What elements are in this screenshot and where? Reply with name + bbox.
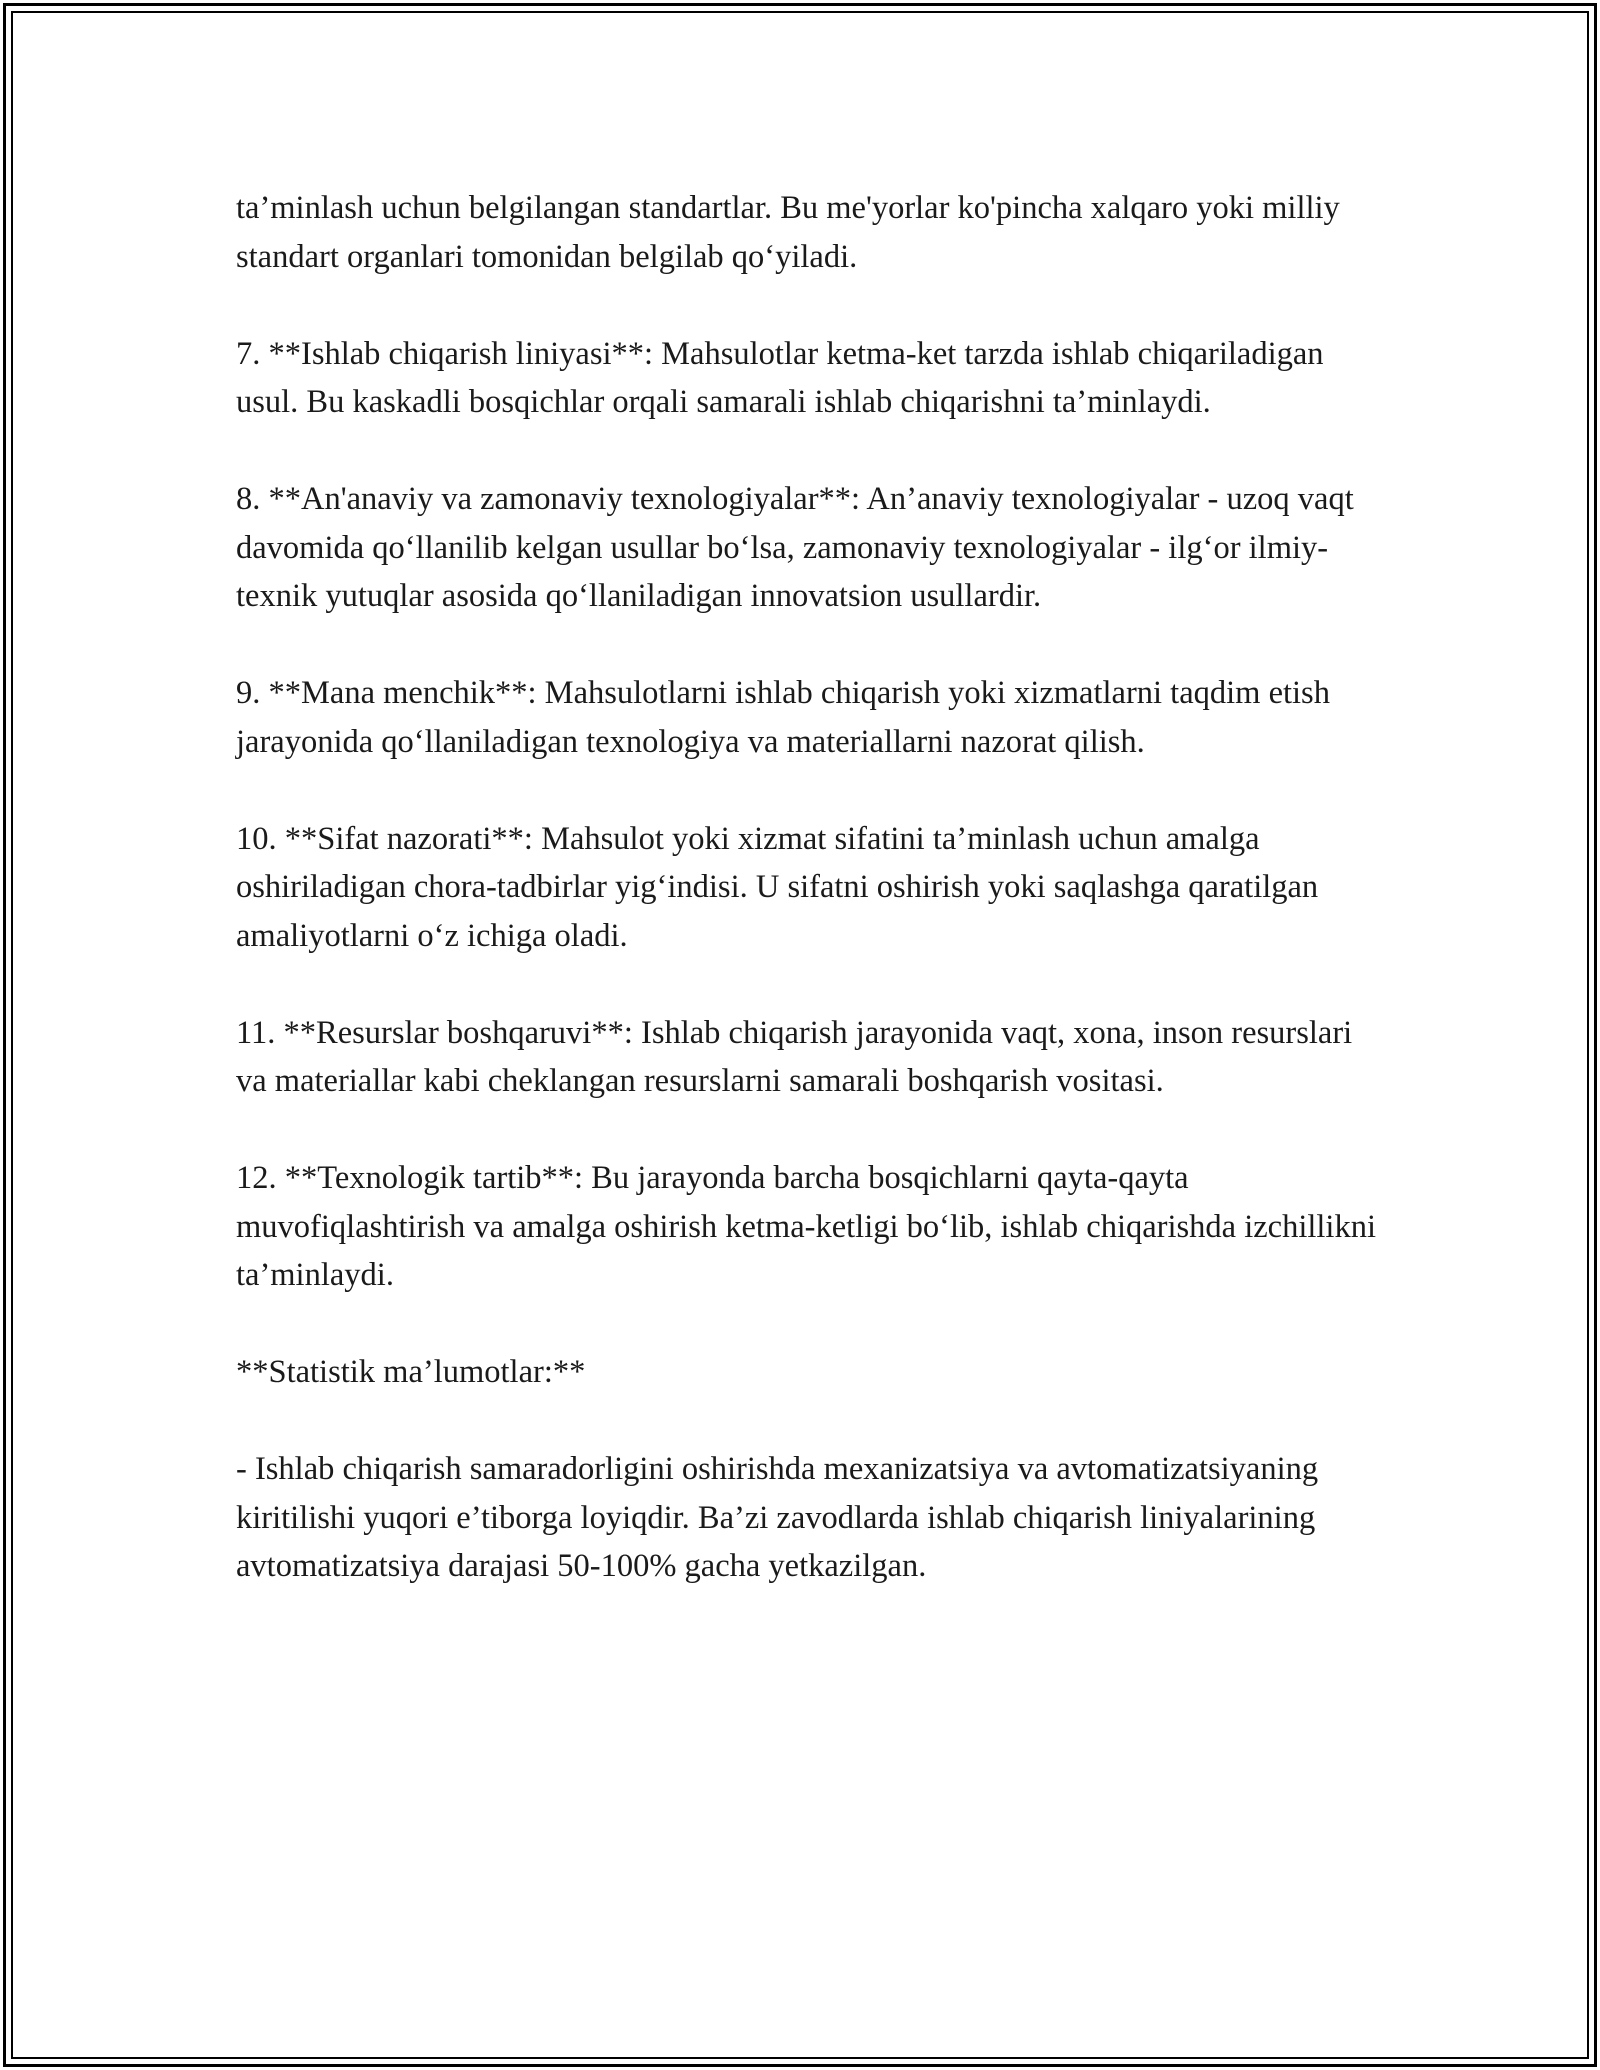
- paragraph-item-11: 11. **Resurslar boshqaruvi**: Ishlab chiqarish jarayonida vaqt, xona, inson resurslari va materiallar kabi cheklangan resurslarni samarali boshqarish vositasi.: [236, 1014, 1353, 1099]
- paragraph-item-9: 9. **Mana menchik**: Mahsulotlarni ishlab chiqarish yoki xizmatlarni taqdim etish jarayonida qo‘llaniladigan texnologiya va materiallarni nazorat qilish.: [236, 675, 1330, 760]
- paragraph-item-7: 7. **Ishlab chiqarish liniyasi**: Mahsulotlar ketma-ket tarzda ishlab chiqariladigan usul. Bu kaskadli bosqichlar orqali samarali ishlab chiqarishni ta’minlaydi.: [236, 335, 1324, 420]
- paragraph-item-12: 12. **Texnologik tartib**: Bu jarayonda barcha bosqichlarni qayta-qayta muvofiqlashtirish va amalga oshirish ketma-ketligi bo‘lib, ishlab chiqarishda izchillikni ta’minlaydi.: [236, 1160, 1376, 1293]
- paragraph-item-10: 10. **Sifat nazorati**: Mahsulot yoki xizmat sifatini ta’minlash uchun amalga oshiriladigan chora-tadbirlar yig‘indisi. U sifatni oshirish yoki saqlashga qaratilgan amaliyotlarni o‘z ichiga oladi.: [236, 820, 1319, 954]
- document-body: [236, 184, 1376, 1591]
- section-heading-statistics: **Statistik ma’lumotlar:**: [236, 1354, 586, 1390]
- paragraph-standards-continuation: ta’minlash uchun belgilangan standartlar. Bu me'yorlar ko'pincha xalqaro yoki milliy standart organlari tomonidan belgilab qo‘yiladi.: [236, 190, 1340, 275]
- paragraph-item-8: 8. **An'anaviy va zamonaviy texnologiyalar**: An’anaviy texnologiyalar - uzoq vaqt davomida qo‘llanilib kelgan usullar bo‘lsa, zamonaviy texnologiyalar - ilg‘or ilmiy-texnik yutuqlar asosida qo‘llaniladigan innovatsion usullardir.: [236, 481, 1354, 614]
- paragraph-statistics-bullet: - Ishlab chiqarish samaradorligini oshirishda mexanizatsiya va avtomatizatsiyaning kiritilishi yuqori e’tiborga loyiqdir. Ba’zi zavodlarda ishlab chiqarish liniyalarining avtomatizatsiya darajasi 50-100% gacha yetkazilgan.: [236, 1451, 1319, 1584]
